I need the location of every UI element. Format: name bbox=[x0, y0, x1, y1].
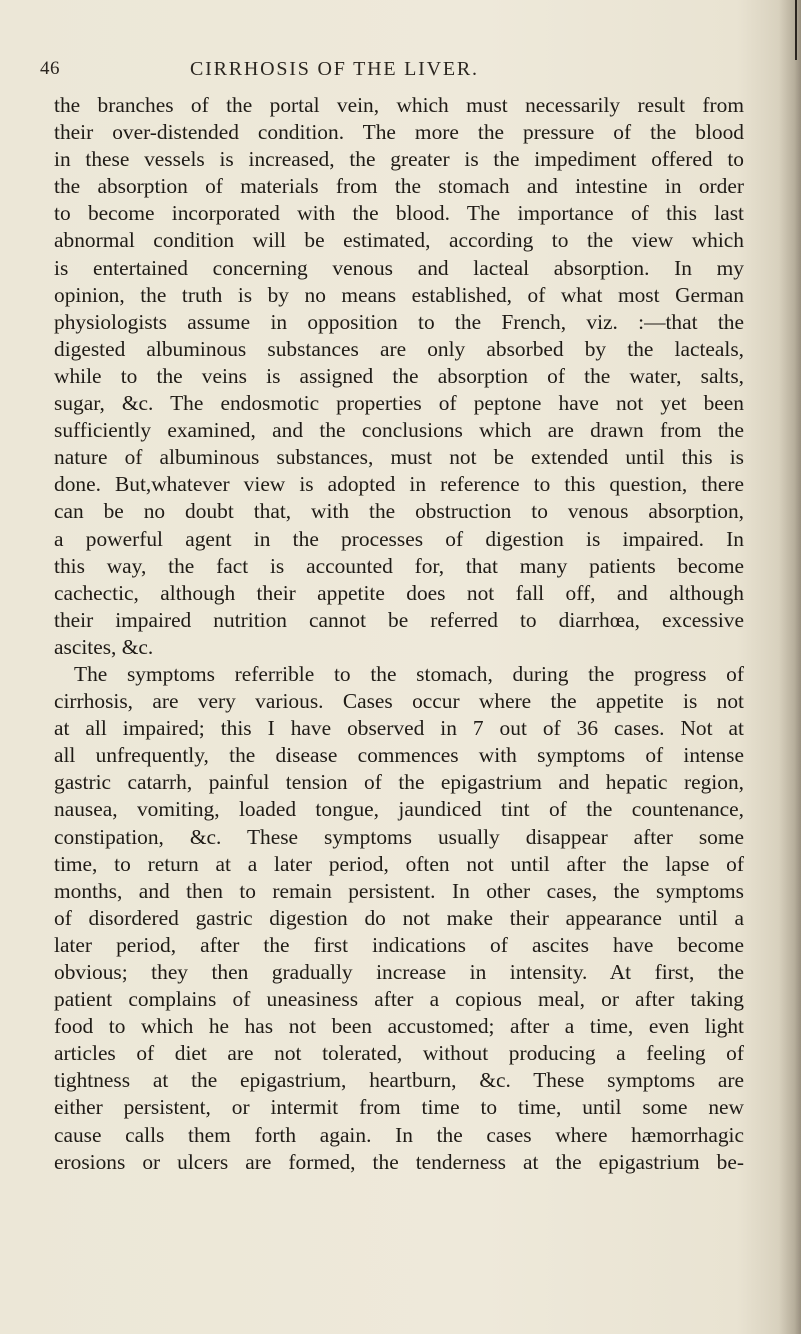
text-line: while to the veins is assigned the absorption of the water, salts, bbox=[54, 363, 744, 388]
text-line: later period, after the first indications of ascites have become bbox=[54, 932, 744, 957]
text-line: abnormal condition will be estimated, according to the view which bbox=[54, 228, 744, 253]
text-line: sufficiently examined, and the conclusions which are drawn from the bbox=[54, 418, 744, 443]
text-line: digested albuminous substances are only absorbed by the lacteals, bbox=[54, 336, 744, 361]
text-line: nausea, vomiting, loaded tongue, jaundiced tint of the countenance, bbox=[54, 797, 744, 822]
text-line: food to which he has not been accustomed; after a time, even light bbox=[54, 1014, 744, 1039]
text-line: cirrhosis, are very various. Cases occur where the appetite is not bbox=[54, 689, 744, 714]
text-line: their impaired nutrition cannot be referred to diarrhœa, excessive bbox=[54, 607, 744, 632]
text-line: nature of albuminous substances, must not be extended until this is bbox=[54, 445, 744, 470]
text-line: of disordered gastric digestion do not make their appearance until a bbox=[54, 905, 744, 930]
text-line: The symptoms referrible to the stomach, during the progress of bbox=[74, 661, 744, 686]
text-line: in these vessels is increased, the greater is the impediment offered to bbox=[54, 147, 744, 172]
text-line: articles of diet are not tolerated, without producing a feeling of bbox=[54, 1041, 744, 1066]
page-edge-mark bbox=[795, 0, 797, 60]
text-line: ascites, &c. bbox=[54, 634, 154, 659]
text-line: obvious; they then gradually increase in intensity. At first, the bbox=[54, 960, 744, 984]
text-line: a powerful agent in the processes of digestion is impaired. In bbox=[54, 526, 744, 551]
text-line: the branches of the portal vein, which must necessarily result from bbox=[54, 93, 744, 117]
text-line: is entertained concerning venous and lacteal absorption. In my bbox=[54, 255, 744, 280]
text-line: the absorption of materials from the stomach and intestine in order bbox=[54, 174, 744, 199]
text-line: time, to return at a later period, often not until after the lapse of bbox=[54, 851, 744, 876]
text-line: gastric catarrh, painful tension of the epigastrium and hepatic region, bbox=[54, 770, 744, 795]
body-text bbox=[54, 92, 744, 1176]
page-edge-shadow bbox=[779, 0, 801, 1334]
text-line: at all impaired; this I have observed in 7 out of 36 cases. Not at bbox=[54, 716, 744, 741]
running-header bbox=[40, 58, 740, 84]
text-line: opinion, the truth is by no means established, of what most German bbox=[54, 282, 744, 307]
text-line: done. But,whatever view is adopted in reference to this question, there bbox=[54, 472, 744, 497]
text-line: tightness at the epigastrium, heartburn, &c. These symptoms are bbox=[54, 1068, 744, 1093]
text-line: months, and then to remain persistent. In other cases, the symptoms bbox=[54, 878, 744, 903]
text-line: erosions or ulcers are formed, the tenderness at the epigastrium be- bbox=[54, 1149, 744, 1174]
text-line: cause calls them forth again. In the cases where hæmorrhagic bbox=[54, 1122, 744, 1147]
text-line: constipation, &c. These symptoms usually disappear after some bbox=[54, 824, 744, 849]
text-line: this way, the fact is accounted for, that many patients become bbox=[54, 553, 744, 578]
text-line: patient complains of uneasiness after a copious meal, or after taking bbox=[54, 987, 744, 1012]
text-line: their over-distended condition. The more the pressure of the blood bbox=[54, 120, 744, 145]
running-title: CIRRHOSIS OF THE LIVER. bbox=[190, 58, 479, 80]
text-line: all unfrequently, the disease commences with symptoms of intense bbox=[54, 743, 744, 768]
text-line: cachectic, although their appetite does not fall off, and although bbox=[54, 580, 744, 605]
text-line: to become incorporated with the blood. The importance of this last bbox=[54, 201, 744, 226]
text-line: physiologists assume in opposition to the French, viz. :—that the bbox=[54, 309, 744, 334]
text-line: either persistent, or intermit from time to time, until some new bbox=[54, 1095, 744, 1120]
page-number: 46 bbox=[40, 58, 60, 79]
text-line: sugar, &c. The endosmotic properties of peptone have not yet been bbox=[54, 391, 744, 416]
text-line: can be no doubt that, with the obstruction to venous absorption, bbox=[54, 499, 744, 524]
